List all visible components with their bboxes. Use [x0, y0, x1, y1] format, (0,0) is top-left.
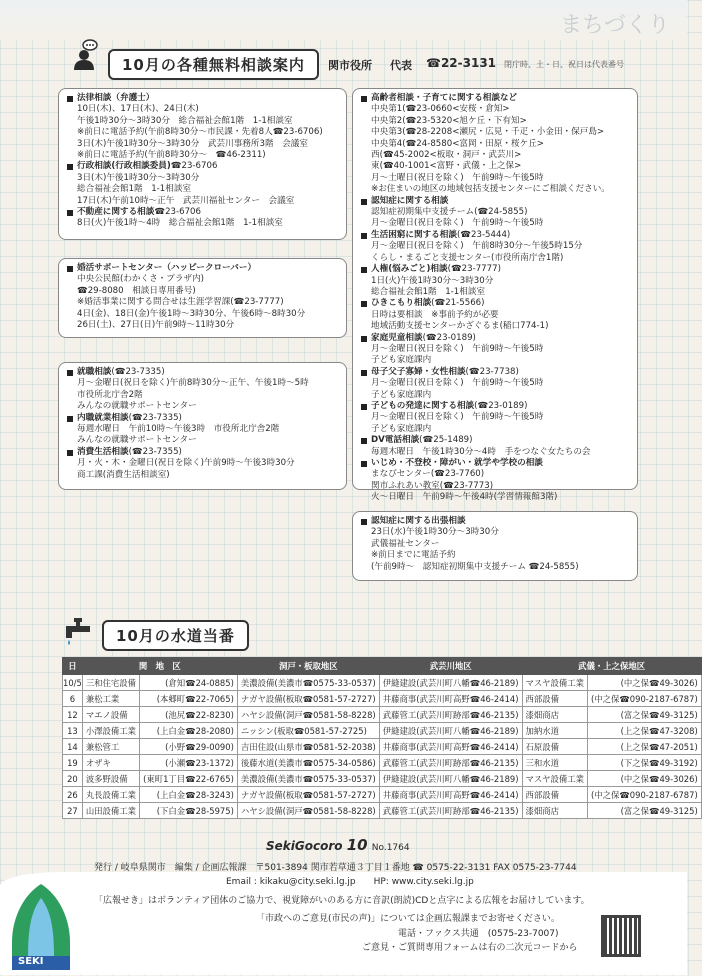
mugi-company-cell: 西部設備 [522, 787, 587, 803]
item-line: 26日(土)、27日(日)午前9時～11時30分 [77, 320, 235, 331]
consult-item [361, 333, 631, 344]
item-title: 認知症に関する出張相談 [371, 516, 466, 526]
item-line: みんなの就職サポートセンター [77, 401, 197, 412]
item-title: 高齢者相談・子育てに関する相談など [371, 93, 518, 103]
item-title: 子どもの発達に関する相談 [371, 400, 475, 411]
item-line: 月～金曜日(祝日を除く) 午前9時～午後5時 [371, 412, 544, 423]
seki-phone-cell: (倉知☎24-0885) [140, 675, 238, 691]
seki-company-cell: オザキ [82, 755, 139, 771]
issue-no: No.1764 [371, 843, 410, 853]
day-cell: 27 [63, 803, 83, 819]
item-phone: (☎21-5566) [431, 298, 485, 309]
rep-label: 代表 [390, 59, 412, 72]
horado-cell: ナガヤ設備(板取☎0581-57-2727) [237, 787, 379, 803]
item-title: 家庭児童相談 [371, 332, 423, 343]
mugi-company-cell: 加納水道 [522, 723, 587, 739]
mugi-phone-cell: (中之保☎090-2187-6787) [587, 787, 701, 803]
consult-item [67, 93, 340, 104]
issue-brand [266, 836, 410, 854]
seki-company-cell: 山田設備工業 [82, 803, 139, 819]
mugi-phone-cell: (中之保☎49-3026) [587, 675, 701, 691]
item-title: 内職就業相談 [77, 412, 129, 423]
seki-phone-cell: (下白金☎28-5975) [140, 803, 238, 819]
water-title: 10月の水道当番 [102, 620, 249, 651]
item-line: くらし・まるごと支援センター(市役所南庁舎1階) [371, 252, 564, 263]
day-cell: 6 [63, 691, 83, 707]
item-line: 月・火・木・金曜日(祝日を除く)午前9時～午後3時30分 [77, 458, 295, 469]
office-label: 関市役所 [328, 59, 372, 72]
seki-phone-cell: (小瀬☎23-1372) [140, 755, 238, 771]
item-line: 1日(火)午後1時30分～3時30分 [371, 275, 494, 286]
day-cell: 13 [63, 723, 83, 739]
day-cell: 14 [63, 739, 83, 755]
item-line: ※前日までに電話予約 [371, 550, 456, 561]
col-header: 武儀・上之保地区 [522, 658, 701, 675]
item-line: 月～金曜日(祝日を除く) 午前9時～午後5時 [371, 378, 544, 389]
day-cell: 19 [63, 755, 83, 771]
consult-item [361, 516, 631, 527]
footer-publisher-line: 発行 / 岐阜県関市 編集 / 企画広報課 〒501-3894 関市若草通３丁目１番地 ☎ 0575-22-3131 FAX 0575-23-7744 [94, 863, 577, 873]
consult-box-employment [58, 362, 347, 490]
item-line: 10日(木)、17日(木)、24日(木) [77, 104, 199, 115]
mugi-phone-cell: (中之保☎090-2187-6787) [587, 691, 701, 707]
item-line: ※婚活事業に関する問合せは生涯学習課(☎23-7777) [77, 297, 284, 308]
seki-company-cell: 丸長設備工業 [82, 787, 139, 803]
seki-company-cell: マエノ設備 [82, 707, 139, 723]
col-header: 武芸川地区 [379, 658, 522, 675]
item-title: ひきこもり相談 [371, 298, 432, 309]
mugegawa-cell: 井藤商事(武芸川町高野☎46-2414) [379, 739, 522, 755]
seki-phone-cell: (上白金☎28-3243) [140, 787, 238, 803]
seki-company-cell: 兼松管工 [82, 739, 139, 755]
table-row [63, 675, 702, 691]
item-line: 中央第3(☎28-2208<瀬尻・広見・千疋・小金田・保戸島> [371, 127, 605, 138]
col-header: 日 [63, 658, 83, 675]
item-line: 8日(火)午後1時～4時 総合福祉会館1階 1-1相談室 [77, 218, 283, 229]
item-phone: ☎23-6706 [154, 207, 201, 218]
item-phone: (☎23-7335) [128, 412, 182, 423]
item-title: DV電話相談 [371, 435, 420, 446]
item-phone: (☎23-7777) [447, 264, 501, 275]
horado-cell: ハヤシ設備(洞戸☎0581-58-8228) [237, 707, 379, 723]
item-line: 中央第1(☎23-0660<安桜・倉知> [371, 104, 510, 115]
mugegawa-cell: 武藤管工(武芸川町跡部☎46-2135) [379, 803, 522, 819]
item-line: まなびセンター(☎23-7760) [371, 469, 485, 480]
item-phone: (☎23-0189) [474, 400, 528, 411]
item-line: 認知症初期集中支援チーム(☎24-5855) [371, 207, 528, 218]
item-line: 月～金曜日(祝日を除く) 午前9時～午後5時 [371, 343, 544, 354]
consult-item [67, 161, 340, 172]
item-line: 月～金曜日(祝日を除く) 午前8時30分～午後5時15分 [371, 241, 583, 252]
seki-phone-cell: (上白金☎28-2080) [140, 723, 238, 739]
item-line: みんなの就職サポートセンター [77, 435, 197, 446]
seki-company-cell: 三和住宅設備 [82, 675, 139, 691]
consult-box-dementia-visit [352, 511, 638, 581]
footer-phone: 電話・ファクス共通 (0575-23-7007) [398, 929, 559, 939]
day-cell: 20 [63, 771, 83, 787]
table-row [63, 691, 702, 707]
seki-company-cell: 波多野設備 [82, 771, 139, 787]
footer-opinion-notice: 「市政へのご意見(市民の声)」については企画広報課までお寄せください。 [256, 914, 560, 924]
mugi-phone-cell: (富之保☎49-3125) [587, 803, 701, 819]
horado-cell: 吉田住設(山県市☎0581-52-2038) [237, 739, 379, 755]
consult-item [361, 230, 631, 241]
item-line: 23日(水)午後1時30分～3時30分 [371, 527, 499, 538]
item-line: 子ども家庭課内 [371, 423, 432, 434]
consult-item [67, 207, 340, 218]
item-line: 毎週木曜日 午後1時30分～4時 手をつなぐ女たちの会 [371, 446, 591, 457]
consult-item [361, 401, 631, 412]
footer-email[interactable]: Email : kikaku@city.seki.lg.jp HP: www.city.seki.lg.jp [226, 877, 474, 887]
mugi-phone-cell: (上之保☎47-2051) [587, 739, 701, 755]
item-line: 市役所北庁舎2階 [77, 389, 143, 400]
rep-phone: ☎22-3131 [426, 56, 497, 70]
consult-item [361, 93, 631, 104]
day-cell: 26 [63, 787, 83, 803]
seki-phone-cell: (東町1丁目☎22-6765) [140, 771, 238, 787]
mugi-phone-cell: (下之保☎49-3192) [587, 755, 701, 771]
mugegawa-cell: 武藤管工(武芸川町跡部☎46-2135) [379, 755, 522, 771]
mugi-company-cell: 西部設備 [522, 691, 587, 707]
person-speech-icon [72, 38, 102, 74]
item-line: 月～金曜日(祝日を除く) 午前9時～午後5時 [371, 218, 544, 229]
mugegawa-cell: 伊縫建設(武芸川町八幡☎46-2189) [379, 723, 522, 739]
consult-box-marriage [58, 258, 347, 338]
item-line: 中央第2(☎23-5320<旭ケ丘・下有知> [371, 115, 527, 126]
item-phone: (☎25-1489) [419, 435, 473, 446]
mugi-company-cell: 漆畑商店 [522, 803, 587, 819]
seki-company-cell: 小澤設備工業 [82, 723, 139, 739]
water-header [62, 614, 362, 650]
seki-phone-cell: (池尻☎22-8230) [140, 707, 238, 723]
item-phone: (☎23-5444) [456, 229, 511, 240]
mugi-company-cell: 漆畑商店 [522, 707, 587, 723]
item-title: 認知症に関する相談 [371, 195, 449, 206]
item-line: 午後1時30分～3時30分 総合福祉会館1階 1-1相談室 [77, 115, 293, 126]
item-line: ※前日に電話予約(午前8時30分～市民課・先着8人☎23-6706) [77, 127, 323, 138]
seki-phone-cell: (本郷町☎22-7065) [140, 691, 238, 707]
horado-cell: 美濃設備(美濃市☎0575-33-0537) [237, 771, 379, 787]
item-line: ※お住まいの地区の地域包括支援センターにご相談ください。 [371, 184, 610, 195]
item-phone: (☎23-7355) [128, 446, 182, 457]
item-line: 3日(木)午後1時30分～3時30分 武芸川事務所3階 会議室 [77, 138, 308, 149]
footer-braille-notice: 「広報せき」はボランティア団体のご協力で、視覚障がいのある方に音訳(朗読)CDと点字による広報をお届けしています。 [94, 896, 590, 906]
table-row [63, 803, 702, 819]
table-row [63, 723, 702, 739]
issue-number: 10 [346, 836, 368, 854]
footer-contact-line [226, 874, 474, 887]
consult-item [67, 367, 340, 378]
item-title: 法律相談（弁護士） [77, 93, 155, 103]
consult-item [361, 298, 631, 309]
consult-box-welfare [352, 88, 638, 503]
item-title: 消費生活相談 [77, 446, 129, 457]
consult-item [67, 447, 340, 458]
item-phone: ☎23-6706 [170, 161, 218, 172]
faucet-icon [62, 616, 94, 650]
item-line: 西(☎45-2002<板取・洞戸・武芸川> [371, 150, 522, 161]
item-line: 3日(木)午後1時30分～3時30分 [77, 172, 200, 183]
consult-header [72, 38, 652, 74]
consult-item [67, 413, 340, 424]
seki-phone-cell: (小野☎29-0090) [140, 739, 238, 755]
mugi-phone-cell: (中之保☎49-3026) [587, 771, 701, 787]
consult-item [361, 196, 631, 207]
item-title: いじめ・不登校・障がい・就学や学校の相談 [371, 458, 543, 468]
item-line: ☎29-8080 相談日専用番号) [77, 285, 196, 296]
horado-cell: 美濃設備(美濃市☎0575-33-0537) [237, 675, 379, 691]
mugegawa-cell: 井藤商事(武芸川町高野☎46-2414) [379, 787, 522, 803]
logo-text: SEKI [18, 956, 44, 967]
mugi-company-cell: 三和水道 [522, 755, 587, 771]
item-line: 月～金曜日(祝日を除く)午前8時30分～正午、午後1時～5時 [77, 378, 309, 389]
item-line: 中央第4(☎24-8580<富岡・田原・桜ケ丘> [371, 138, 544, 149]
horado-cell: ニッシン(板取☎0581-57-2725) [237, 723, 379, 739]
item-line: 東(☎40-1001<富野・武儀・上之保> [371, 161, 522, 172]
table-row [63, 771, 702, 787]
mugegawa-cell: 井藤商事(武芸川町高野☎46-2414) [379, 691, 522, 707]
item-line: 関市ふれあい教室(☎23-7773) [371, 480, 494, 491]
top-strip-text: まちづくり [560, 13, 670, 38]
horado-cell: 後藤水道(美濃市☎0575-34-0586) [237, 755, 379, 771]
item-line: 毎週水曜日 午前10時～午後3時 市役所北庁舎2階 [77, 424, 280, 435]
mugi-company-cell: マスヤ設備工業 [522, 675, 587, 691]
seki-company-cell: 兼松工業 [82, 691, 139, 707]
horado-cell: ハヤシ設備(洞戸☎0581-58-8228) [237, 803, 379, 819]
item-line: 地域活動支援センターかざぐるま(稲口774-1) [371, 321, 549, 332]
rep-note: 閉庁時、土・日、祝日は代表番号 [504, 60, 624, 69]
mugegawa-cell: 伊縫建設(武芸川町八幡☎46-2189) [379, 675, 522, 691]
item-line: 総合福祉会館1階 1-1相談室 [371, 286, 486, 297]
item-title: 婚活サポートセンター（ハッピークローバー） [77, 263, 257, 273]
consult-item [67, 263, 340, 274]
mugi-company-cell: 石原設備 [522, 739, 587, 755]
brand-name: SekiGocoro [266, 839, 343, 853]
item-line: (午前9時～ 認知症初期集中支援チーム ☎24-5855) [371, 561, 579, 572]
item-line: ※前日に電話予約(午前8時30分～ ☎46-2311) [77, 150, 266, 161]
consult-item [361, 435, 631, 446]
item-phone: (☎23-7335) [111, 367, 165, 377]
consult-item [361, 367, 631, 378]
consult-item [361, 458, 631, 469]
item-line: 商工課(消費生活相談室) [77, 469, 170, 480]
mugi-phone-cell: (富之保☎49-3125) [587, 707, 701, 723]
item-line: 火～日曜日 午前9時～午後4時(学習情報館3階) [371, 492, 558, 503]
item-line: 月～土曜日(祝日を除く) 午前9時～午後5時 [371, 172, 544, 183]
consult-item [361, 264, 631, 275]
mugegawa-cell: 武藤管工(武芸川町跡部☎46-2135) [379, 707, 522, 723]
mugegawa-cell: 伊縫建設(武芸川町八幡☎46-2189) [379, 771, 522, 787]
item-title: 生活困窮に関する相談 [371, 229, 457, 240]
horado-cell: ナガヤ設備(板取☎0581-57-2727) [237, 691, 379, 707]
item-line: 中央公民館(わかくさ・プラザ内) [77, 274, 205, 285]
col-header: 洞戸・板取地区 [237, 658, 379, 675]
mugi-phone-cell: (上之保☎47-3208) [587, 723, 701, 739]
item-line: 武儀福祉センター [371, 538, 440, 549]
item-line: 子ども家庭課内 [371, 389, 432, 400]
item-line: 4日(金)、18日(金)午後1時～3時30分、午後6時～8時30分 [77, 308, 306, 319]
consult-box-legal [58, 88, 347, 240]
item-line: 子ども家庭課内 [371, 355, 432, 366]
item-title: 就職相談 [77, 367, 112, 377]
item-title: 母子父子寡婦・女性相談 [371, 366, 466, 377]
day-cell: 12 [63, 707, 83, 723]
table-row [63, 739, 702, 755]
table-row [63, 707, 702, 723]
item-line: 日時は要相談 ※事前予約が必要 [371, 309, 499, 320]
table-header-row [63, 658, 702, 675]
table-row [63, 755, 702, 771]
footer-form-notice: ご意見・ご質問専用フォームは右の二次元コードから [362, 943, 578, 953]
item-title: 不動産に関する相談 [77, 207, 155, 218]
water-duty-table [62, 657, 702, 819]
mugi-company-cell: マスヤ設備工業 [522, 771, 587, 787]
footer [0, 836, 687, 975]
item-title: 人権(悩みごと)相談 [371, 264, 448, 275]
item-phone: (☎23-7738) [465, 366, 519, 377]
item-phone: (☎23-0189) [422, 332, 476, 343]
table-row [63, 787, 702, 803]
qr-code-icon[interactable] [601, 915, 641, 957]
col-header: 関 地 区 [82, 658, 237, 675]
day-cell: 10/5 [63, 675, 83, 691]
item-line: 総合福祉会館1階 1-1相談室 [77, 184, 192, 195]
item-title: 行政相談(行政相談委員) [77, 161, 171, 172]
consult-title: 10月の各種無料相談案内 [108, 49, 319, 80]
item-line: 17日(木)午前10時～正午 武芸川福祉センター 会議室 [77, 195, 295, 206]
